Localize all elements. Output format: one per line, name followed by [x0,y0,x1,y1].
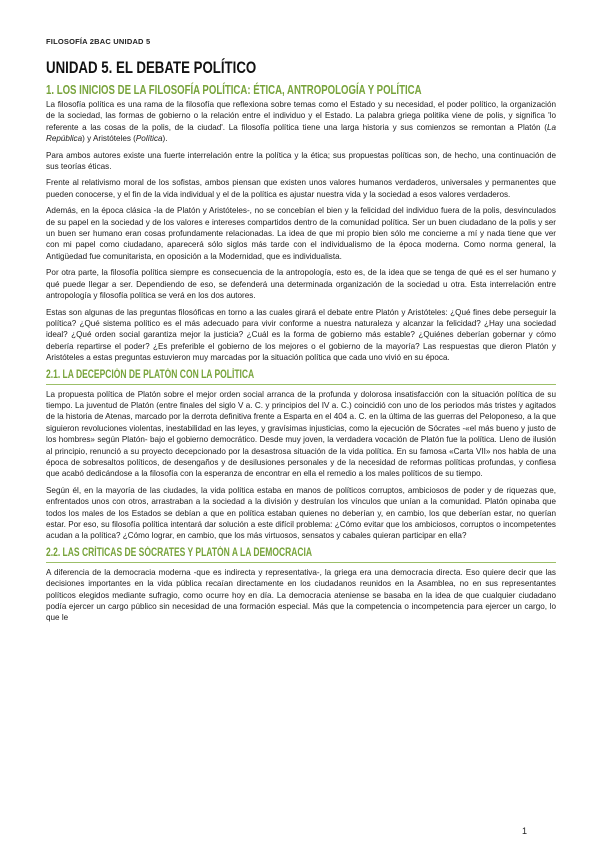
paragraph-text: ). [162,134,168,144]
paragraph-text: La filosofía política es una rama de la filosofía que reflexiona sobre temas como el Estado y su necesidad, el poder político, la organización de la sociedad, las formas de gobierno o la relación entre el individuo y el Estado. La palabra griega politika viene de polis, y significa 'lo referente a las cosas de la polis, de la ciudad'. La filosofía política tiene una larga historia y sus comienzos se remontan a Platón ( [46,100,556,132]
section-1-title: 1. LOS INICIOS DE LA FILOSOFÍA POLÍTICA: ÉTICA, ANTROPOLOGÍA Y POLÍTICA [46,82,422,97]
section-1-paragraph-3: Frente al relativismo moral de los sofistas, ambos piensan que existen unos valores humanos verdaderos, universales y permanentes que pueden conocerse, y el fin de la vida individual y el de la política es ajustar nuestra vida y la sociedad a esos valores verdaderos. [46,178,556,199]
book-title-politica: Política [135,134,163,144]
running-header: FILOSOFÍA 2BAC UNIDAD 5 [46,37,151,46]
page-number: 1 [522,826,528,836]
book-title-republica: La República [46,122,556,144]
unit-title: UNIDAD 5. EL DEBATE POLÍTICO [46,58,257,77]
section-1-paragraph-6: Estas son algunas de las preguntas filosóficas en torno a las cuales girará el debate entre Platón y Aristóteles: ¿Qué fines debe perseguir la política? ¿Qué sistema político es el más adecuado para vivir conforme a nuestra naturaleza y alcanzar la felicidad? ¿Hay una sociedad ideal? ¿Qué orden social garantiza mejor la justicia? ¿Cuál es la forma de gobierno más estable? ¿Quiénes deberían gobernar y cómo debería repartirse el poder? ¿Es preferible el gobierno de los mejores o el gobierno de la mayoría? Las respuestas que dieron Platón y Aristóteles a estas preguntas estuvieron muy marcadas por la situación política que cada uno vivió en su época. [46,307,556,363]
section-2-2-paragraph-1: A diferencia de la democracia moderna -que es indirecta y representativa-, la griega era una democracia directa. Eso quiere decir que las decisiones importantes en la vida pública recaían directamente en los ciudadanos reunidos en la Asamblea, no en sus representantes políticos elegidos mediante sufragio, como ocurre hoy en día. La democracia ateniense se basaba en la idea de que cualquier ciudadano podía ejercer un cargo público sin necesidad de una formación especial. Más que la competencia o incompetencia para ejercer un cargo, lo que le [46,567,556,623]
section-2-1-title: 2.1. LA DECEPCIÓN DE PLATÓN CON LA POLÍTICA [46,368,255,381]
section-2-2-title: 2.2. LAS CRÍTICAS DE SÓCRATES Y PLATÓN A LA DEMOCRACIA [46,546,313,559]
section-1-paragraph-1 [46,99,556,145]
paragraph-text: ) y Aristóteles ( [82,134,136,144]
page-body [46,58,556,628]
section-1-paragraph-4: Además, en la época clásica -la de Platón y Aristóteles-, no se concebían el bien y la felicidad del individuo fuera de la polis, desvinculados de su papel en la sociedad y de los valores e intereses compartidos dentro de la comunidad política. Ser un buen ciudadano de la polis y ser un buen ser humano eran cosas profundamente relacionadas. La idea de que mi propio bien sólo me concierne a mí y nada tiene que ver con mi papel como ciudadano, aparecerá sólo siglos más tarde con el individualismo de la época moderna. Como norma general, la Antigüedad fue comunitarista, en oposición a la Modernidad, que es individualista. [46,206,556,261]
section-2-1-heading [46,369,556,385]
section-1-paragraph-2: Para ambos autores existe una fuerte interrelación entre la política y la ética; sus propuestas políticas son, de hecho, una continuación de sus teorías éticas. [46,150,556,172]
section-2-2-heading [46,547,556,563]
section-2-1-paragraph-1: La propuesta política de Platón sobre el mejor orden social arranca de la profunda y dolorosa insatisfacción con la situación política de su tiempo. La juventud de Platón (entre finales del siglo V a. C. y principios del IV a. C.) coincidió con uno de los periodos más tristes y agitados de la historia de Atenas, marcado por la derrota definitiva frente a Esparta en el 404 a. C. en la última de las guerras del Peloponeso, a la que siguieron revoluciones violentas, inestabilidad en las leyes, y gravísimas injusticias, como la ejecución de Sócrates -«el más bueno y justo de los hombres» según Platón- bajo el gobierno democrático. Desde muy joven, la verdadera vocación de Platón fue la política. Lleno de ilusión al principio, renunció a su proyecto decepcionado por la desastrosa situación de la vida política. En su famosa «Carta VII» nos habla de una época de sobresaltos políticos, de desengaños y de desilusiones personales y de la necesidad de reformas políticas profundas, y confiesa que acabó dedicándose a la filosofía con la esperanza de encontrar en ella el remedio a los males políticos de su tiempo. [46,389,556,479]
section-2-1-paragraph-2: Según él, en la mayoría de las ciudades, la vida política estaba en manos de políticos corruptos, ambiciosos de poder y de riquezas que, enfrentados unos con otros, arrastraban a la sociedad a la división y destruían los vínculos que unían a la comunidad. Platón opinaba que todos los males de los Estados se debían a que en política estaban quienes no deberían y, en cambio, los que deberían estar, no querían estar. Por eso, su filosofía política intentará dar solución a este difícil problema: ¿Cómo evitar que los ambiciosos, corruptos o incompetentes acudan a la política? ¿Cómo lograr, en cambio, que los más virtuosos, sensatos y cabales quieran participar en ella? [46,485,556,541]
section-1-paragraph-5: Por otra parte, la filosofía política siempre es consecuencia de la antropología, esto es, de la idea que se tenga de qué es el ser humano y qué puede llegar a ser. Dependiendo de eso, se defenderá una determinada organización de la sociedad u otra. Esta interrelación entre antropología y filosofía política se verá en los dos autores. [46,268,556,301]
